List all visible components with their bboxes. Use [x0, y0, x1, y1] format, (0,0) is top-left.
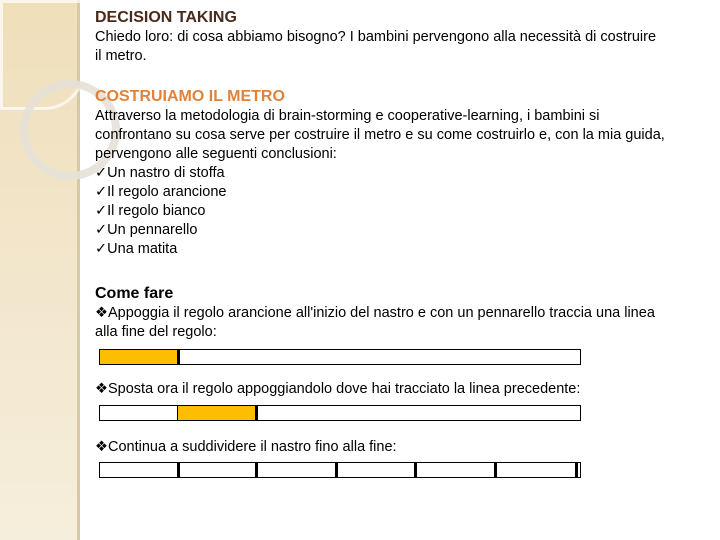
list-item: ✓Un nastro di stoffa: [95, 165, 225, 181]
list-item: ✓Una matita: [95, 241, 178, 257]
segment: [178, 463, 258, 477]
marked-segment: [100, 406, 180, 420]
step-1: ❖Appoggia il regolo arancione all'inizio del nastro e con un pennarello traccia una linea alla fine del regolo:: [95, 305, 655, 340]
orange-ruler: [100, 350, 180, 364]
segment: [417, 463, 497, 477]
costruiamo-title: COSTRUIAMO IL METRO: [95, 88, 285, 105]
segment: [496, 463, 578, 477]
ribbon-step-3: [99, 462, 581, 478]
segment: [100, 463, 180, 477]
list-item: ✓Il regolo bianco: [95, 203, 206, 219]
step-3: ❖Continua a suddividere il nastro fino alla fine:: [95, 439, 397, 455]
orange-ruler: [178, 406, 258, 420]
list-item: ✓Il regolo arancione: [95, 184, 227, 200]
step-2: ❖Sposta ora il regolo appoggiandolo dove hai tracciato la linea precedente:: [95, 381, 581, 397]
segment: [258, 463, 338, 477]
costruiamo-text: Attraverso la metodologia di brain-storming e cooperative-learning, i bambini si confrontano su cosa serve per costruire il metro e su come costruirlo e, con la mia guida, pervengono alle seguenti conclusioni:: [95, 108, 665, 162]
ribbon-step-1: [99, 349, 581, 365]
decision-title: DECISION TAKING: [95, 9, 237, 26]
materials-list: [95, 164, 665, 259]
segment: [337, 463, 417, 477]
decorative-sidebar: [0, 0, 80, 540]
decision-text: Chiedo loro: di cosa abbiamo bisogno? I bambini pervengono alla necessità di costruire il metro.: [95, 29, 657, 64]
ribbon-step-2: [99, 405, 581, 421]
come-fare-title: Come fare: [95, 285, 174, 302]
list-item: ✓Un pennarello: [95, 222, 198, 238]
